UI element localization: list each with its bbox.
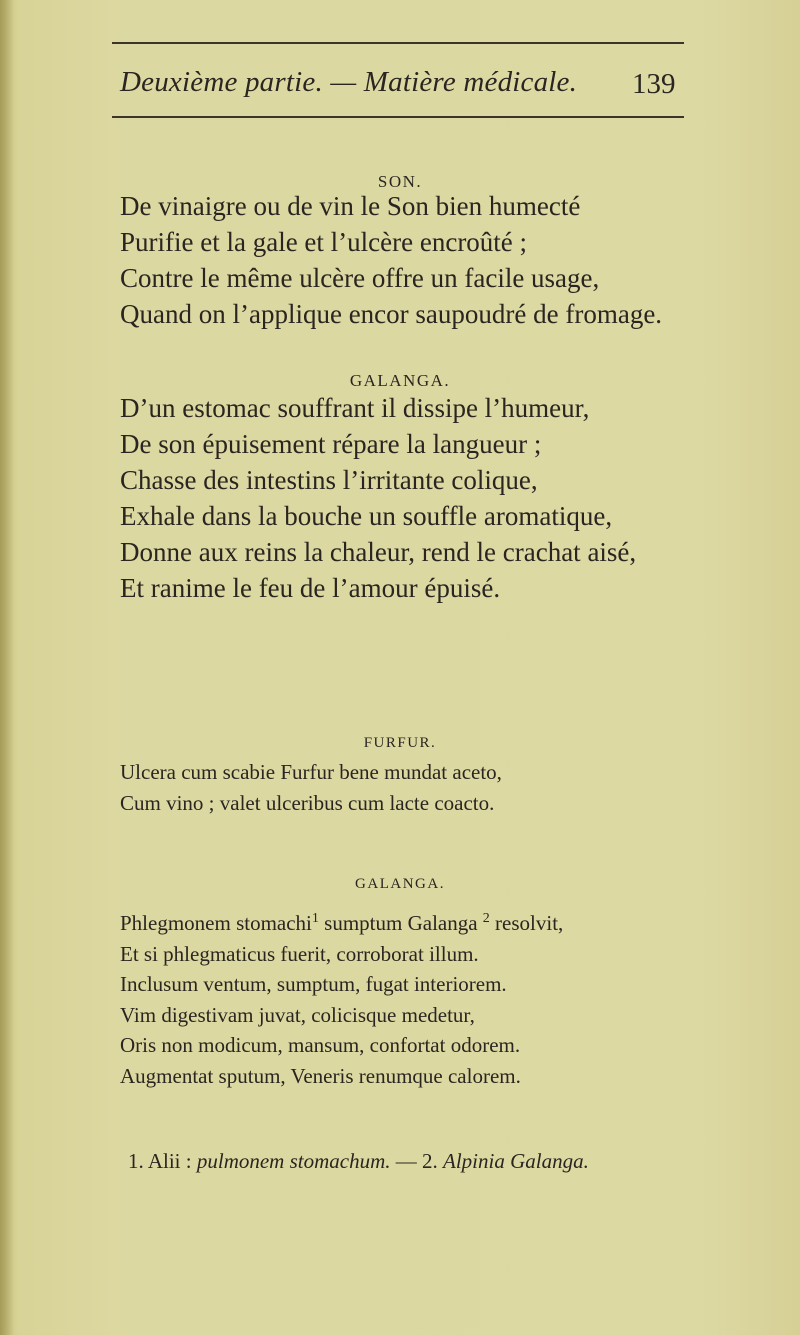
verse-line: Contre le même ulcère offre un facile usage, — [120, 263, 600, 293]
verse-line: Chasse des intestins l’irritante colique, — [120, 465, 538, 495]
footnote-prefix: Alii : — [147, 1149, 192, 1173]
footnote-text: pulmonem stomachum. — [196, 1149, 391, 1173]
spine-shadow — [0, 0, 14, 1335]
footnote-text: Alpinia Galanga. — [443, 1149, 589, 1173]
verse-line: Inclusum ventum, sumptum, fugat interiorem. — [120, 972, 507, 996]
verse-line: Vim digestivam juvat, colicisque medetur, — [120, 1002, 475, 1027]
section-heading-son: SON. — [377, 172, 423, 191]
verse-text: sumptum Galanga — [318, 911, 483, 935]
verse-line: Augmentat sputum, Veneris renumque calorem. — [120, 1063, 521, 1088]
verse-line: Purifie et la gale et l’ulcère encroûté ; — [120, 227, 528, 257]
section-heading-furfur: FURFUR. — [363, 735, 437, 751]
verse-line: Exhale dans la bouche un souffle aromatique, — [120, 501, 613, 531]
verse-line: D’un estomac souffrant il dissipe l’humeur, — [120, 393, 590, 423]
verse-line: Et ranime le feu de l’amour épuisé. — [120, 573, 501, 603]
footnote-number: 1. — [128, 1149, 144, 1173]
verse-line: Et si phlegmaticus fuerit, corroborat illum. — [120, 941, 479, 966]
footnotes — [128, 1149, 589, 1174]
footnote-number: 2. — [422, 1149, 438, 1173]
header-rule-top — [112, 42, 684, 44]
footnote-separator: — — [395, 1149, 417, 1173]
page-number: 139 — [632, 68, 676, 100]
verse-line: De son épuisement répare la langueur ; — [120, 429, 542, 459]
verse-line: Ulcera cum scabie Furfur bene mundat aceto, — [120, 760, 502, 784]
verse-line: Donne aux reins la chaleur, rend le crachat aisé, — [120, 537, 637, 567]
header-rule-bottom — [112, 116, 684, 118]
verse-galanga-la — [120, 908, 563, 1091]
running-head: Deuxième partie. — Matière médicale. — [120, 66, 578, 98]
verse-line: De vinaigre ou de vin le Son bien humecté — [120, 191, 581, 221]
verse-line: Quand on l’applique encor saupoudré de fromage. — [120, 299, 663, 329]
verse-line: Cum vino ; valet ulceribus cum lacte coacto. — [120, 790, 495, 815]
footnote-marker-2: 2 — [482, 911, 490, 926]
verse-text: Phlegmonem stomachi — [120, 911, 312, 935]
section-heading-galanga-fr: GALANGA. — [349, 371, 451, 390]
verse-line — [120, 908, 563, 939]
verse-furfur — [120, 757, 502, 818]
verse-galanga-fr — [120, 390, 636, 606]
section-heading-galanga-la: GALANGA. — [355, 876, 445, 892]
verse-text: resolvit, — [489, 911, 564, 935]
footnote-marker-1: 1 — [311, 911, 319, 926]
verse-line: Oris non modicum, mansum, confortat odorem. — [120, 1033, 521, 1057]
verse-son — [120, 188, 662, 332]
